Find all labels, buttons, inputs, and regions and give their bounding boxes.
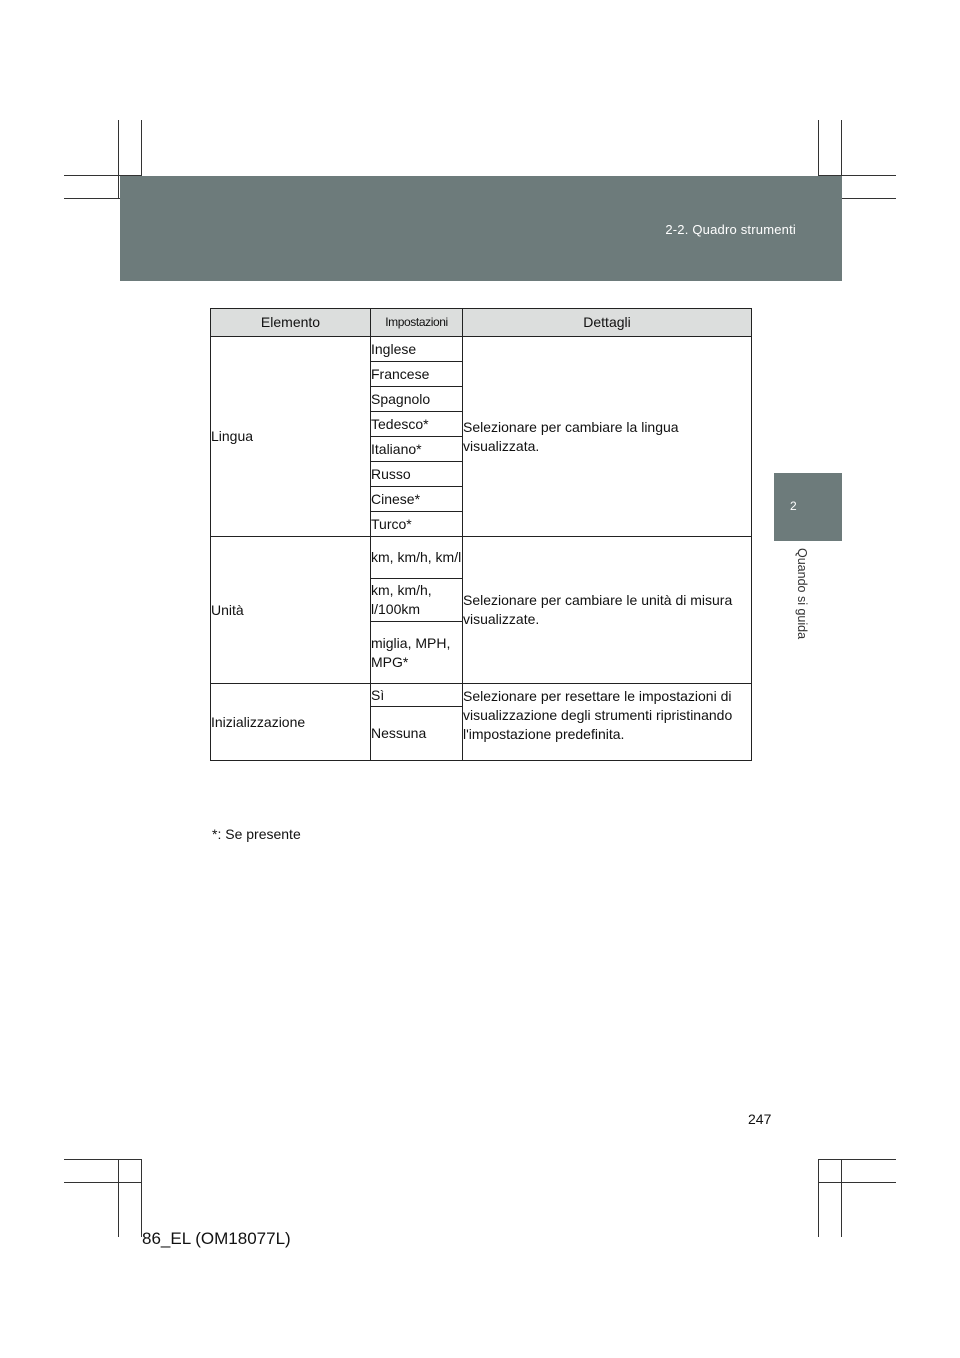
chapter-tab [774,473,842,541]
table-row [211,537,752,579]
crop-mark [818,1159,896,1160]
chapter-number: 2 [790,499,797,513]
crop-mark [118,120,119,198]
crop-mark [118,1159,119,1237]
crop-mark [64,1182,142,1183]
option-cell: Cinese* [371,487,463,512]
crop-mark [64,1159,142,1160]
option-cell: Sì [371,684,463,707]
crop-mark [818,1159,819,1237]
crop-mark [818,1182,896,1183]
option-cell: Inglese [371,337,463,362]
option-cell: km, km/h, l/100km [371,579,463,622]
option-cell: Turco* [371,512,463,537]
document-code: 86_EL (OM18077L) [142,1229,291,1248]
option-cell: Tedesco* [371,412,463,437]
option-cell: Italiano* [371,437,463,462]
option-cell: Francese [371,362,463,387]
table-row [211,337,752,362]
header-impostazioni: Impostazioni [371,309,463,337]
option-cell: miglia, MPH, MPG* [371,622,463,684]
crop-mark [141,1159,142,1237]
option-cell: Nessuna [371,707,463,761]
detail-unita: Selezionare per cambiare le unità di misura visualizzate. [463,537,752,684]
settings-table [210,308,752,761]
header-dettagli: Dettagli [463,309,752,337]
option-cell: Spagnolo [371,387,463,412]
detail-inizializzazione: Selezionare per resettare le impostazioni di visualizzazione degli strumenti ripristinando l'impostazione predefinita. [463,684,752,761]
table-header-row [211,309,752,337]
item-unita: Unità [211,537,371,684]
footnote: *: Se presente [212,826,301,842]
option-cell: km, km/h, km/l [371,537,463,579]
crop-mark [841,1159,842,1237]
option-cell: Russo [371,462,463,487]
section-title: 2-2. Quadro strumenti [665,222,796,237]
item-lingua: Lingua [211,337,371,537]
header-elemento: Elemento [211,309,371,337]
header-band [120,176,842,281]
chapter-label: Quando si guida [795,548,809,640]
detail-lingua: Selezionare per cambiare la lingua visualizzata. [463,337,752,537]
item-inizializzazione: Inizializzazione [211,684,371,761]
table-row [211,684,752,707]
page-number: 247 [748,1111,772,1127]
